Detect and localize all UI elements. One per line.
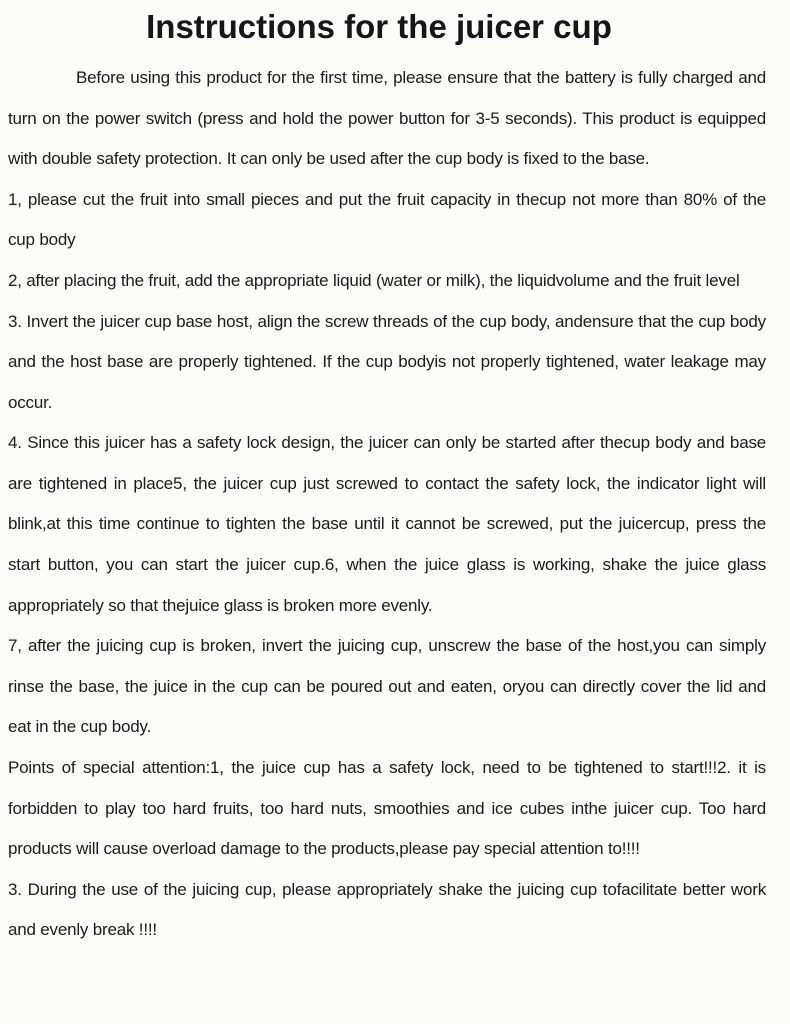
instruction-steps-4-5-6: 4. Since this juicer has a safety lock design, the juicer can only be started after thecup body and base are tightened in place5, the juicer cup just screwed to contact the safety lock, the indicator light will blink,at this time continue to tighten the base until it cannot be screwed, put the juicercup, press the start button, you can start the juicer cup.6, when the juice glass is working, shake the juice glass appropriately so that thejuice glass is broken more evenly.: [8, 433, 766, 615]
special-attention-paragraph: Points of special attention:1, the juice cup has a safety lock, need to be tightened to start!!!2. it is forbidden to play too hard fruits, too hard nuts, smoothies and ice cubes inthe juicer cup. Too hard products will cause overload damage to the products,please pay special attention to!!!!: [8, 758, 766, 859]
instruction-paragraph-intro: Before using this product for the first time, please ensure that the battery is fully charged and turn on the power switch (press and hold the power button for 3-5 seconds). This product is equipped with double safety protection. It can only be used after the cup body is fixed to the base.: [8, 67, 766, 169]
instruction-step-7: 7, after the juicing cup is broken, invert the juicing cup, unscrew the base of the host,you can simply rinse the base, the juice in the cup can be poured out and eaten, oryou can directly cover the lid and eat in the cup body.: [8, 636, 766, 737]
special-attention-point-3: 3. During the use of the juicing cup, please appropriately shake the juicing cup tofacilitate better work and evenly break !!!!: [8, 879, 766, 940]
instruction-step-3: 3. Invert the juicer cup base host, align the screw threads of the cup body, andensure that the cup body and the host base are properly tightened. If the cup bodyis not properly tightened, water leakage may occur.: [8, 311, 766, 412]
instruction-step-2: 2, after placing the fruit, add the appropriate liquid (water or milk), the liquidvolume and the fruit level: [8, 270, 740, 290]
document-title: Instructions for the juicer cup: [146, 8, 612, 45]
instruction-step-1: 1, please cut the fruit into small pieces and put the fruit capacity in thecup not more than 80% of the cup body: [8, 189, 766, 250]
document-body: [8, 58, 766, 951]
